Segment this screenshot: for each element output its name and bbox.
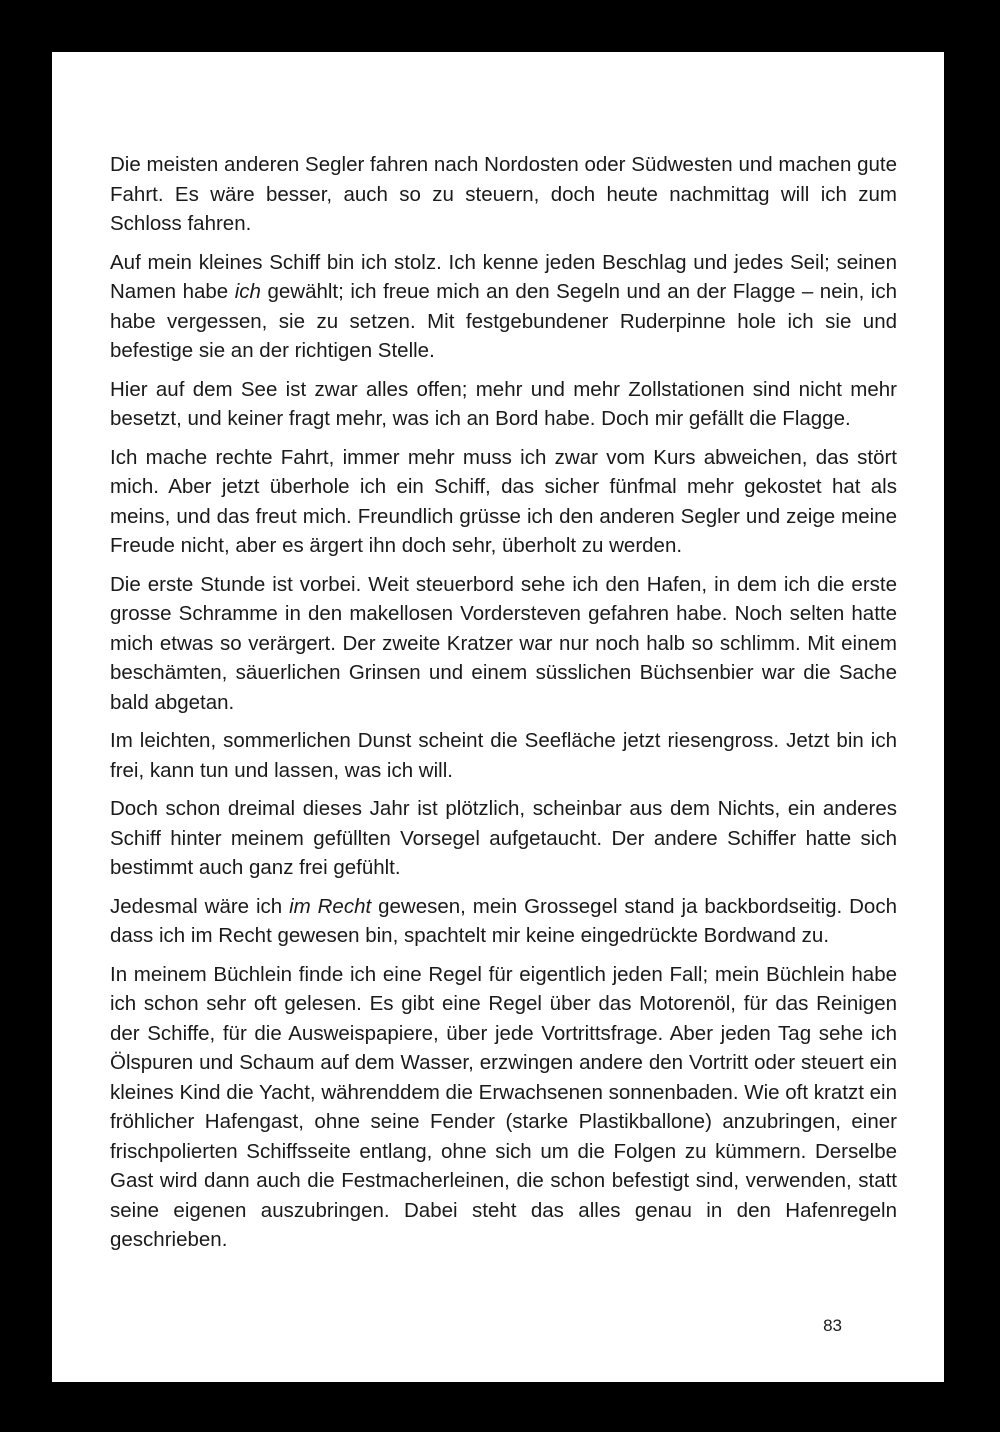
paragraph — [110, 960, 897, 1255]
paragraph — [110, 794, 897, 883]
paragraph — [110, 375, 897, 434]
paragraph-text: Doch schon dreimal dieses Jahr ist plötzlich, scheinbar aus dem Nichts, ein anderes Schiff hinter meinem gefüllten Vorsegel aufgetaucht. Der andere Schiffer hatte sich bestimmt auch ganz frei gefühlt. — [110, 797, 897, 879]
emphasis-text: im Recht — [289, 894, 372, 918]
page-number: 83 — [823, 1316, 842, 1335]
body-text — [110, 150, 897, 1264]
paragraph — [110, 726, 897, 785]
paragraph-text: Ich mache rechte Fahrt, immer mehr muss ich zwar vom Kurs abweichen, das stört mich. Aber jetzt überhole ich ein Schiff, das sicher fünfmal mehr gekostet hat als meins, und das freut mich. Freundlich grüsse ich den anderen Segler und zeige meine Freude nicht, aber es ärgert ihn doch sehr, überholt zu werden. — [110, 445, 897, 557]
paragraph — [110, 150, 897, 239]
paragraph-text: gewesen, mein Grossegel stand ja backbordseitig. Doch dass ich im Recht gewesen bin, spachtelt mir keine eingedrückte Bordwand zu. — [110, 894, 897, 947]
paragraph-text: Die meisten anderen Segler fahren nach Nordosten oder Südwesten und machen gute Fahrt. Es wäre besser, auch so zu steuern, doch heute nachmittag will ich zum Schloss fahren. — [110, 153, 897, 235]
paragraph — [110, 892, 897, 951]
emphasis-text: ich — [234, 280, 261, 303]
paragraph-text: Hier auf dem See ist zwar alles offen; mehr und mehr Zollstationen sind nicht mehr besetzt, und keiner fragt mehr, was ich an Bord habe. Doch mir gefällt die Flagge. — [110, 377, 897, 430]
paragraph-text: Auf mein kleines Schiff bin ich stolz. Ich kenne jeden Beschlag und jedes Seil; seinen Namen habe — [110, 250, 897, 303]
paragraph-text: Jedesmal wäre ich — [110, 894, 290, 918]
paragraph-text: Im leichten, sommerlichen Dunst scheint die Seefläche jetzt riesengross. Jetzt bin ich frei, kann tun und lassen, was ich will. — [110, 729, 897, 782]
paragraph — [110, 443, 897, 561]
paragraph-text: Die erste Stunde ist vorbei. Weit steuerbord sehe ich den Hafen, in dem ich die erste grosse Schramme in den makellosen Vordersteven gefahren habe. Noch selten hatte mich etwas so verärgert. Der zweite Kratzer war nur noch halb so schlimm. Mit einem beschämten, säuerlichen Grinsen und einem süsslichen Büchsenbier war die Sache bald abgetan. — [110, 572, 897, 714]
paragraph — [110, 570, 897, 718]
paragraph-text: gewählt; ich freue mich an den Segeln und an der Flagge – nein, ich habe vergessen, sie zu setzen. Mit festgebundener Ruderpinne hole ich sie und befestige sie an der richtigen Stelle. — [110, 280, 897, 362]
paragraph — [110, 248, 897, 366]
page-sheet — [52, 52, 944, 1382]
paragraph-text: In meinem Büchlein finde ich eine Regel für eigentlich jeden Fall; mein Büchlein habe ich schon sehr oft gelesen. Es gibt eine Regel über das Motorenöl, für das Reinigen der Schiffe, für die Ausweispapiere, über jede Vortrittsfrage. Aber jeden Tag sehe ich Ölspuren und Schaum auf dem Wasser, erzwingen andere den Vortritt oder steuert ein kleines Kind die Yacht, währenddem die Erwachsenen sonnenbaden. Wie oft kratzt ein fröhlicher Hafengast, ohne seine Fender (starke Plastikballone) anzubringen, einer frischpolierten Schiffsseite entlang, ohne sich um die Folgen zu kümmern. Derselbe Gast wird dann auch die Festmacherleinen, die schon befestigt sind, verwenden, statt seine eigenen auszubringen. Dabei steht das alles genau in den Hafenregeln geschrieben. — [110, 962, 897, 1251]
